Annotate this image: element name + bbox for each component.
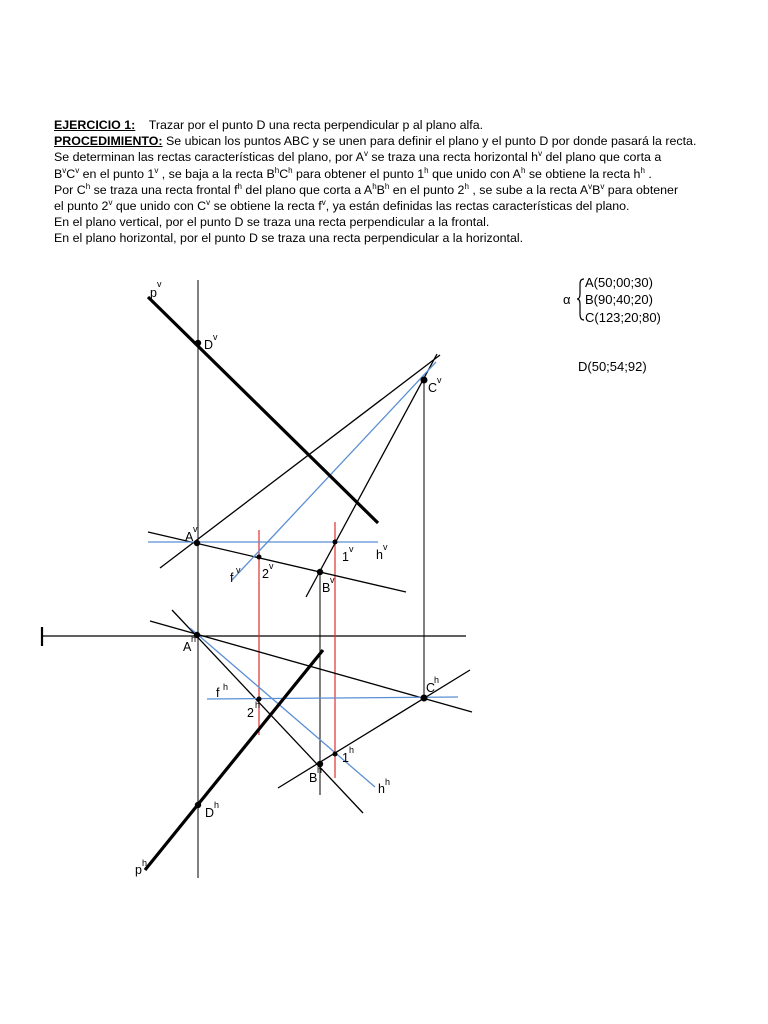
point-2v <box>257 555 262 560</box>
text-run: . <box>644 166 652 181</box>
procedure-text-1: Se ubican los puntos ABC y se unen para definir el plano y el punto D por donde pasará la recta. <box>166 134 697 149</box>
svg-text:C: C <box>426 681 436 695</box>
svg-text:A: A <box>185 530 194 544</box>
segment-bv-cv <box>306 354 437 597</box>
point-dh <box>195 802 201 808</box>
svg-text:C: C <box>428 381 438 395</box>
superscript: h <box>640 165 645 175</box>
svg-text:B: B <box>309 771 318 785</box>
svg-text:h: h <box>223 682 229 692</box>
svg-text:B: B <box>322 581 331 595</box>
text-run: se obtiene la recta h <box>525 166 641 181</box>
text-run: B <box>376 182 385 197</box>
superscript: h <box>520 165 526 175</box>
superscript: v <box>154 165 159 175</box>
exercise-statement: Trazar por el punto D una recta perpendicular p al plano alfa. <box>148 118 484 132</box>
plane-symbol: α <box>563 292 571 307</box>
svg-text:h: h <box>214 800 220 810</box>
point-c-coords: C(123;20;80) <box>585 310 661 325</box>
svg-text:p: p <box>135 863 142 877</box>
point-ch <box>421 695 428 702</box>
superscript: v <box>588 181 593 191</box>
line-ph <box>145 650 323 870</box>
text-run: del plano que corta a <box>542 150 662 165</box>
svg-text:v: v <box>193 524 198 534</box>
svg-text:v: v <box>236 565 241 575</box>
text-run: en el punto 1 <box>79 166 155 181</box>
superscript: h <box>384 181 390 191</box>
svg-text:h: h <box>385 777 391 787</box>
label-ah <box>183 634 196 654</box>
superscript: h <box>274 165 280 175</box>
label-hh <box>378 777 390 796</box>
point-dv <box>195 340 201 346</box>
svg-text:h: h <box>317 765 323 775</box>
superscript: h <box>372 181 377 191</box>
svg-text:v: v <box>157 279 162 289</box>
svg-text:h: h <box>191 634 197 644</box>
text-run: C <box>279 166 289 181</box>
point-d-coords: D(50;54;92) <box>578 359 647 374</box>
svg-text:v: v <box>213 332 218 342</box>
superscript: v <box>538 149 543 159</box>
svg-text:h: h <box>434 675 440 685</box>
svg-text:h: h <box>349 745 355 755</box>
text-run: se obtiene la recta f <box>210 199 322 214</box>
text-run: para obtener <box>604 182 679 197</box>
text-run: Por C <box>54 182 86 197</box>
label-2v <box>262 561 274 581</box>
label-pv <box>150 279 162 300</box>
point-a-coords: A(50;00;30) <box>585 275 653 290</box>
label-1v <box>342 544 354 564</box>
superscript: h <box>85 181 91 191</box>
svg-text:h: h <box>376 548 383 562</box>
text-run: Se determinan las rectas características del plano, por A <box>54 150 364 165</box>
superscript: v <box>62 165 67 175</box>
text-run: del plano que corta a A <box>241 182 373 197</box>
point-1v <box>333 540 338 545</box>
text-run: se traza una recta frontal f <box>90 182 238 197</box>
superscript: v <box>75 165 80 175</box>
label-ph <box>135 858 147 877</box>
text-run: que unido con A <box>428 166 521 181</box>
label-ch <box>426 675 439 695</box>
line-fv <box>232 362 436 580</box>
svg-text:v: v <box>330 575 335 585</box>
svg-text:1: 1 <box>342 751 349 765</box>
label-cv <box>428 375 442 395</box>
text-run: B <box>54 166 63 181</box>
svg-text:v: v <box>437 375 442 385</box>
text-run: , ya están definidas las rectas características del plano. <box>325 199 630 214</box>
label-hv <box>376 542 388 562</box>
procedure-line-6: En el plano vertical, por el punto D se traza una recta perpendicular a la frontal. <box>54 215 490 230</box>
procedure-heading: PROCEDIMIENTO: <box>54 134 163 149</box>
svg-text:D: D <box>204 338 214 352</box>
label-2h <box>247 700 260 720</box>
text-run: C <box>66 166 76 181</box>
label-dh <box>205 800 219 820</box>
text-run: que unido con C <box>112 199 207 214</box>
procedure-line-7: En el plano horizontal, por el punto D se traza una recta perpendicular a la horizontal. <box>54 231 524 246</box>
superscript: v <box>206 198 211 208</box>
svg-text:f: f <box>230 571 234 585</box>
text-run: en el punto 2 <box>389 182 465 197</box>
text-run: , se sube a la recta A <box>468 182 589 197</box>
superscript: h <box>424 165 429 175</box>
point-b-coords: B(90;40;20) <box>585 292 653 307</box>
svg-text:v: v <box>269 561 274 571</box>
text-run: se traza una recta horizontal h <box>367 150 539 165</box>
text-run: para obtener el punto 1 <box>292 166 425 181</box>
svg-text:A: A <box>183 640 192 654</box>
superscript: v <box>363 149 368 159</box>
svg-text:f: f <box>216 686 220 700</box>
segment-av-cv <box>160 355 440 568</box>
superscript: h <box>237 181 242 191</box>
segment-ah-bh <box>172 610 363 813</box>
point-bv <box>317 569 323 575</box>
plane-data <box>563 275 661 374</box>
svg-text:h: h <box>378 782 385 796</box>
text-run: el punto 2 <box>54 199 109 214</box>
exercise-heading: EJERCICIO 1: <box>54 118 136 132</box>
label-dv <box>204 332 218 352</box>
point-cv <box>421 377 428 384</box>
superscript: v <box>108 198 113 208</box>
text-run: B <box>592 182 601 197</box>
svg-text:v: v <box>349 544 354 554</box>
svg-text:2: 2 <box>247 706 254 720</box>
point-1h <box>333 752 338 757</box>
label-fv <box>230 565 241 585</box>
brace-icon <box>577 279 584 320</box>
svg-text:D: D <box>205 806 215 820</box>
superscript: v <box>321 198 326 208</box>
point-av <box>194 540 200 546</box>
svg-text:h: h <box>255 700 261 710</box>
svg-text:2: 2 <box>262 567 269 581</box>
svg-text:p: p <box>150 286 157 300</box>
text-run: , se baja a la recta B <box>158 166 275 181</box>
superscript: h <box>288 165 293 175</box>
superscript: h <box>464 181 469 191</box>
svg-text:v: v <box>383 542 388 552</box>
label-fh <box>216 682 228 700</box>
svg-text:1: 1 <box>342 550 349 564</box>
label-bv <box>322 575 335 595</box>
superscript: v <box>600 181 605 191</box>
svg-text:h: h <box>142 858 148 868</box>
